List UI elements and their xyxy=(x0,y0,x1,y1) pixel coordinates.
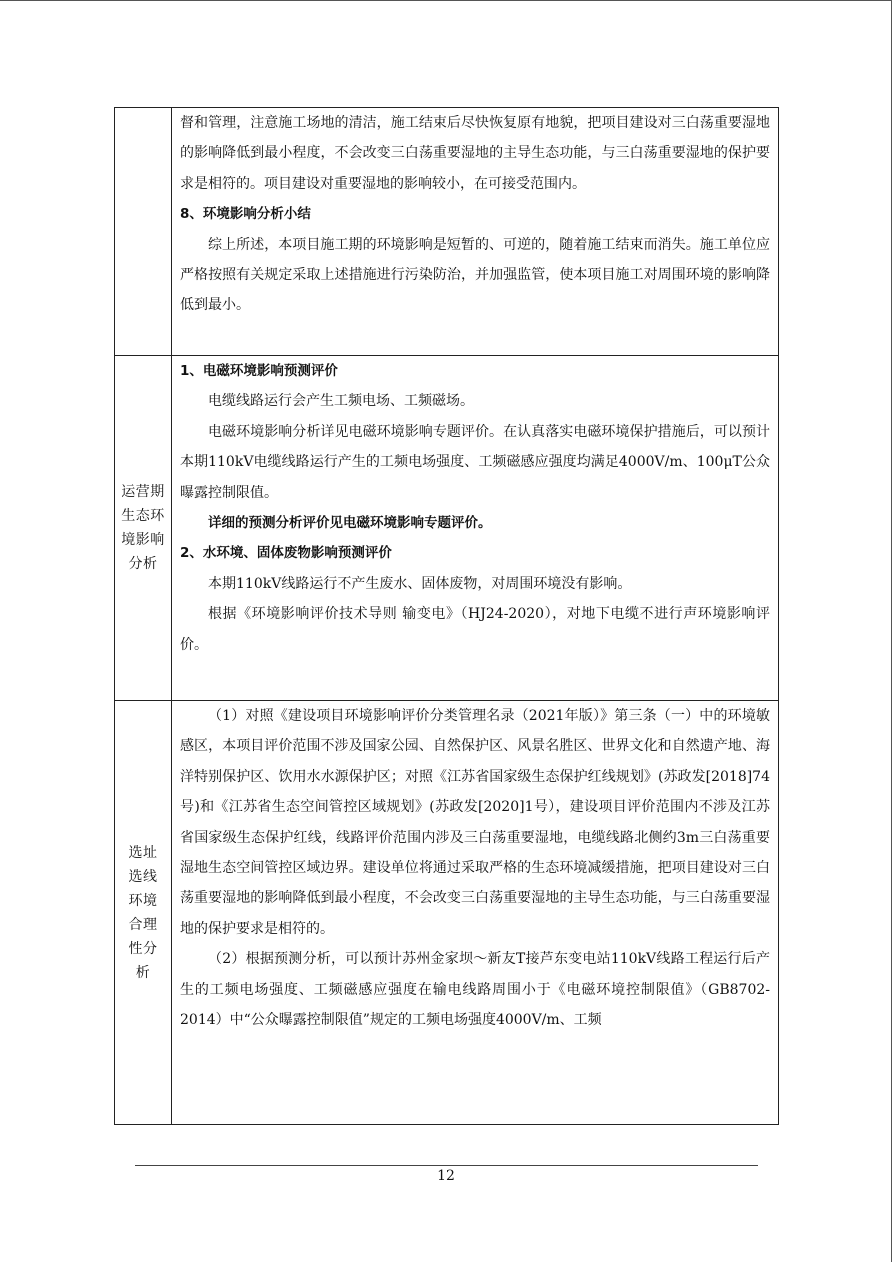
label-line: 选址 xyxy=(128,844,158,861)
label-line: 合理 xyxy=(128,916,158,933)
row-content-construction xyxy=(172,108,779,356)
label-line: 分析 xyxy=(128,556,158,572)
footer-divider xyxy=(135,1165,758,1166)
label-line: 性分 xyxy=(128,940,158,957)
label-line: 析 xyxy=(135,964,151,981)
paragraph-summary: 综上所述，本项目施工期的环境影响是短暂的、可逆的，随着施工结束而消失。施工单位应严格按照有关规定采取上述措施进行污染防治，并加强监管，使本项目施工对周围环境的影响降低到最小。 xyxy=(180,236,770,314)
label-line: 运营期 xyxy=(121,484,165,500)
row-content-site-selection xyxy=(172,701,779,1125)
table-row-site-selection xyxy=(115,701,779,1125)
label-line: 生态环 xyxy=(121,508,165,524)
paragraph-electromagnetic-analysis: 电磁环境影响分析详见电磁环境影响专题评价。在认真落实电磁环境保护措施后，可以预计本期110kV电缆线路运行产生的工频电场强度、工频磁感应强度均满足4000V/m、100μT公众曝露控制限值。 xyxy=(180,423,770,501)
label-line: 境影响 xyxy=(121,532,165,548)
section-heading-summary: 8、环境影响分析小结 xyxy=(180,206,311,223)
section-heading-water-solid-waste: 2、水环境、固体废物影响预测评价 xyxy=(180,545,392,562)
paragraph-detailed-prediction: 详细的预测分析评价见电磁环境影响专题评价。 xyxy=(208,515,492,532)
paragraph-wetland-management: 督和管理，注意施工场地的清洁，施工结束后尽快恢复原有地貌，把项目建设对三白荡重要湿地的影响降低到最小程度，不会改变三白荡重要湿地的主导生态功能，与三白荡重要湿地的保护要求是相符的。项目建设对重要湿地的影响较小，在可接受范围内。 xyxy=(180,115,770,192)
paragraph-sensitive-areas: （1）对照《建设项目环境影响评价分类管理名录（2021年版）》第三条（一）中的环境敏感区，本项目评价范围不涉及国家公园、自然保护区、风景名胜区、世界文化和自然遗产地、海洋特别保护区、饮用水水源保护区；对照《江苏省国家级生态保护红线规划》(苏政发[2018]74号)和《江苏省生态空间管控区域规划》(苏政发[2020]1号），建设项目评价范围内不涉及江苏省国家级生态保护红线，线路评价范围内涉及三白荡重要湿地，电缆线路北侧约3m三白荡重要湿地生态空间管控区域边界。建设单位将通过采取严格的生态环境减缓措施，把项目建设对三白荡重要湿地的影响降低到最小程度，不会改变三白荡重要湿地的主导生态功能，与三白荡重要湿地的保护要求是相符的。 xyxy=(180,708,770,937)
section-heading-electromagnetic: 1、电磁环境影响预测评价 xyxy=(180,363,338,379)
paragraph-noise-guideline: 根据《环境影响评价技术导则 输变电》（HJ24-2020），对地下电缆不进行声环境影响评价。 xyxy=(180,606,770,653)
assessment-table xyxy=(114,107,779,1125)
row-content-operation-impact xyxy=(172,356,779,701)
table-row-operation-impact xyxy=(115,356,779,701)
page-border-top xyxy=(0,0,892,1)
paragraph-prediction-analysis: （2）根据预测分析，可以预计苏州金家坝～新友T接芦东变电站110kV线路工程运行后产生的工频电场强度、工频磁感应强度在输电线路周围小于《电磁环境控制限值》（GB8702-2014）中“公众曝露控制限值”规定的工频电场强度4000V/m、工频 xyxy=(180,951,770,1029)
row-label-empty xyxy=(115,108,172,356)
row-label-operation-impact xyxy=(115,356,172,701)
page-number: 12 xyxy=(437,1168,455,1184)
row-label-site-selection xyxy=(115,701,172,1125)
paragraph-power-frequency-fields: 电缆线路运行会产生工频电场、工频磁场。 xyxy=(208,393,474,410)
table-row-construction-continued xyxy=(115,108,779,356)
paragraph-no-wastewater: 本期110kV线路运行不产生废水、固体废物，对周围环境没有影响。 xyxy=(208,575,632,592)
label-line: 选线 xyxy=(128,868,158,885)
label-line: 环境 xyxy=(128,892,158,909)
